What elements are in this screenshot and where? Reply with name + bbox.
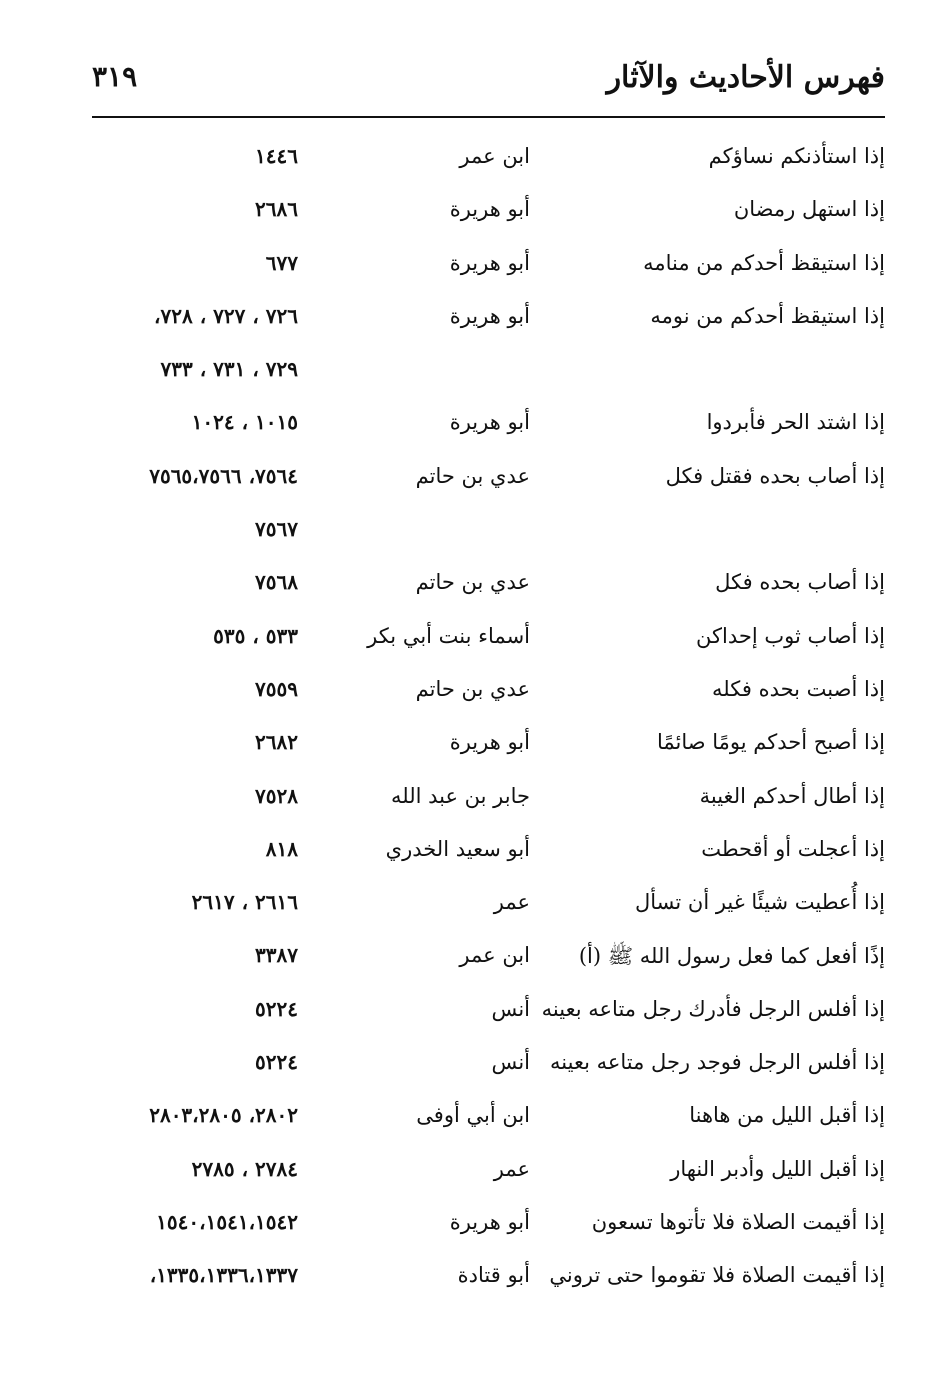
hadith-text: إذا أفلس الرجل فأدرك رجل متاعه بعينه — [541, 996, 885, 1021]
narrator-name: أنس — [491, 1050, 530, 1075]
hadith-references: ٥٢٢٤ — [255, 1050, 298, 1075]
hadith-references: ٧٥٦٤، ٧٥٦٥،٧٥٦٦ — [149, 463, 298, 488]
index-entry — [0, 134, 929, 187]
hadith-references: ٥٣٣ ، ٥٣٥ — [213, 623, 298, 648]
index-entry — [0, 454, 929, 507]
narrator-name: أبو هريرة — [449, 303, 530, 328]
hadith-text: إذا أصاب بحده فكل — [715, 570, 885, 595]
hadith-references: ٧٢٦ ، ٧٢٧ ، ٧٢٨، — [154, 303, 298, 328]
index-entries — [0, 134, 929, 1307]
hadith-references: ٧٥٥٩ — [255, 676, 298, 701]
hadith-text: إذا أصبح أحدكم يومًا صائمًا — [656, 730, 885, 755]
narrator-name: جابر بن عبد الله — [390, 783, 530, 808]
hadith-references: ١٠١٥ ، ١٠٢٤ — [191, 410, 298, 435]
hadith-references: ٧٢٩ ، ٧٣١ ، ٧٣٣ — [160, 357, 298, 382]
narrator-name: أنس — [491, 996, 530, 1021]
narrator-name: عدي بن حاتم — [415, 570, 530, 595]
hadith-references: ٢٦٨٦ — [255, 197, 298, 222]
hadith-references: ٢٦١٦ ، ٢٦١٧ — [191, 890, 298, 915]
narrator-name: عدي بن حاتم — [415, 676, 530, 701]
hadith-references: ٦٧٧ — [265, 250, 298, 275]
index-entry — [0, 1040, 929, 1093]
narrator-name: ابن عمر — [459, 144, 530, 168]
index-entry — [0, 1253, 929, 1306]
hadith-references: ١٣٣٥،١٣٣٦،١٣٣٧، — [149, 1263, 298, 1288]
narrator-name: عمر — [493, 890, 530, 915]
hadith-text: إذا أقيمت الصلاة فلا تقوموا حتى تروني — [549, 1263, 885, 1288]
index-entry — [0, 560, 929, 613]
index-entry — [0, 294, 929, 347]
index-entry — [0, 880, 929, 933]
index-entry — [0, 241, 929, 294]
hadith-references: ١٤٤٦ — [255, 144, 298, 168]
hadith-text: إذا استيقظ أحدكم من نومه — [650, 303, 885, 328]
narrator-name: أبو قتادة — [457, 1263, 530, 1288]
hadith-text: إذا أقبل الليل وأدبر النهار — [670, 1156, 885, 1181]
narrator-name: ابن أبي أوفى — [416, 1103, 530, 1128]
page-number: ٣١٩ — [92, 60, 138, 93]
index-entry — [0, 1147, 929, 1200]
hadith-text: إذا أطال أحدكم الغيبة — [699, 783, 885, 808]
index-entry — [0, 933, 929, 986]
narrator-name: ابن عمر — [459, 943, 530, 968]
hadith-references: ١٥٤٠،١٥٤١،١٥٤٢ — [156, 1209, 298, 1234]
index-entry — [0, 774, 929, 827]
hadith-references: ٢٨٠٢، ٢٨٠٣،٢٨٠٥ — [149, 1103, 298, 1128]
index-entry-continuation — [0, 507, 929, 560]
hadith-references: ٥٢٢٤ — [255, 996, 298, 1021]
hadith-text: إذا أقيمت الصلاة فلا تأتوها تسعون — [591, 1209, 885, 1234]
hadith-references: ٢٦٨٢ — [255, 730, 298, 755]
narrator-name: أبو هريرة — [449, 1209, 530, 1234]
narrator-name: أبو سعيد الخدري — [385, 836, 530, 861]
hadith-references: ٣٣٨٧ — [255, 943, 298, 968]
page-title: فهرس الأحاديث والآثار — [606, 60, 885, 95]
hadith-text: إذا اشتد الحر فأبردوا — [706, 410, 885, 435]
hadith-text: إذا أصبت بحده فكله — [712, 676, 885, 701]
hadith-references: ٧٥٦٨ — [255, 570, 298, 595]
narrator-name: أبو هريرة — [449, 197, 530, 222]
hadith-text: إذا أعجلت أو أقحطت — [701, 836, 885, 861]
hadith-text: إذا استأذنكم نساؤكم — [708, 144, 885, 168]
hadith-text: إذا أفلس الرجل فوجد رجل متاعه بعينه — [550, 1050, 885, 1075]
hadith-text: إذا أصاب بحده فقتل فكل — [665, 463, 885, 488]
narrator-name: أبو هريرة — [449, 250, 530, 275]
index-entry — [0, 987, 929, 1040]
hadith-text: إذا أقبل الليل من هاهنا — [689, 1103, 885, 1128]
narrator-name: أبو هريرة — [449, 730, 530, 755]
hadith-text: إذا استيقظ أحدكم من منامه — [643, 250, 885, 275]
narrator-name: أبو هريرة — [449, 410, 530, 435]
hadith-text: إذا استهل رمضان — [733, 197, 885, 222]
header-rule — [92, 116, 885, 118]
narrator-name: عدي بن حاتم — [415, 463, 530, 488]
hadith-references: ٨١٨ — [265, 836, 298, 861]
index-entry — [0, 667, 929, 720]
index-entry — [0, 827, 929, 880]
index-entry — [0, 187, 929, 240]
hadith-text: إذا أصاب ثوب إحداكن — [696, 623, 885, 648]
index-entry — [0, 720, 929, 773]
index-entry-continuation — [0, 347, 929, 400]
hadith-text: إذا أُعطيت شيئًا غير أن تسأل — [634, 890, 885, 915]
hadith-references: ٧٥٢٨ — [255, 783, 298, 808]
index-entry — [0, 400, 929, 453]
narrator-name: عمر — [493, 1156, 530, 1181]
hadith-references: ٢٧٨٤ ، ٢٧٨٥ — [191, 1156, 298, 1181]
index-entry — [0, 1200, 929, 1253]
hadith-text: إذًا أفعل كما فعل رسول الله ﷺ (أ) — [578, 944, 885, 969]
hadith-references: ٧٥٦٧ — [255, 517, 298, 542]
index-entry — [0, 614, 929, 667]
index-entry — [0, 1093, 929, 1146]
narrator-name: أسماء بنت أبي بكر — [367, 623, 530, 648]
